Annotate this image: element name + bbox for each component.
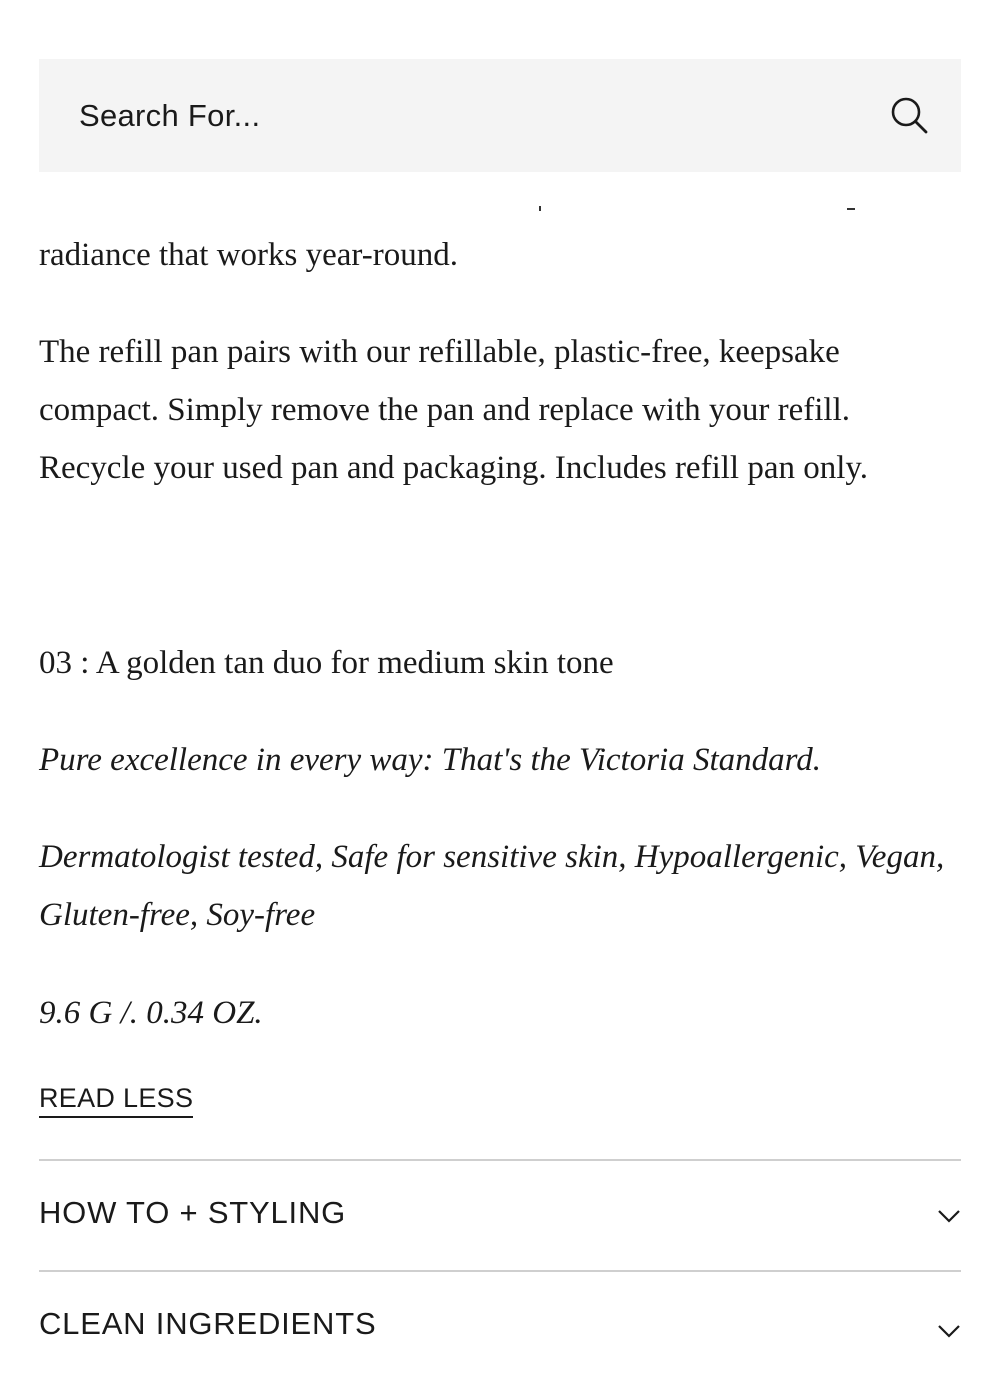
accordion-label: HOW TO + STYLING — [39, 1195, 347, 1230]
search-input[interactable] — [79, 59, 839, 172]
accordion-clean-ingredients[interactable] — [39, 1272, 961, 1380]
brand-tagline: Pure excellence in every way: That's the Victoria Standard. — [39, 742, 822, 778]
refill-paragraph: The refill pan pairs with our refillable, plastic-free, keepsake compact. Simply remove the pan and replace with your refill. Recycle your used pan and packaging. Includes refill pan only. — [39, 334, 868, 486]
clipped-text-line — [39, 196, 961, 214]
read-less-link[interactable]: READ LESS — [39, 1082, 193, 1118]
accordion-label: CLEAN INGREDIENTS — [39, 1306, 377, 1341]
product-claims: Dermatologist tested, Safe for sensitive skin, Hypoallergenic, Vegan, Gluten-free, Soy-free — [39, 839, 945, 933]
chevron-down-icon — [937, 1209, 961, 1223]
chevron-down-icon — [937, 1324, 961, 1338]
accordion-how-to-styling[interactable] — [39, 1161, 961, 1269]
product-size: 9.6 G /. 0.34 OZ. — [39, 995, 263, 1031]
shade-description: 03 : A golden tan duo for medium skin tone — [39, 645, 614, 681]
search-icon[interactable] — [889, 95, 929, 135]
search-bar — [39, 59, 961, 172]
description-line-continuation: radiance that works year-round. — [39, 237, 458, 273]
